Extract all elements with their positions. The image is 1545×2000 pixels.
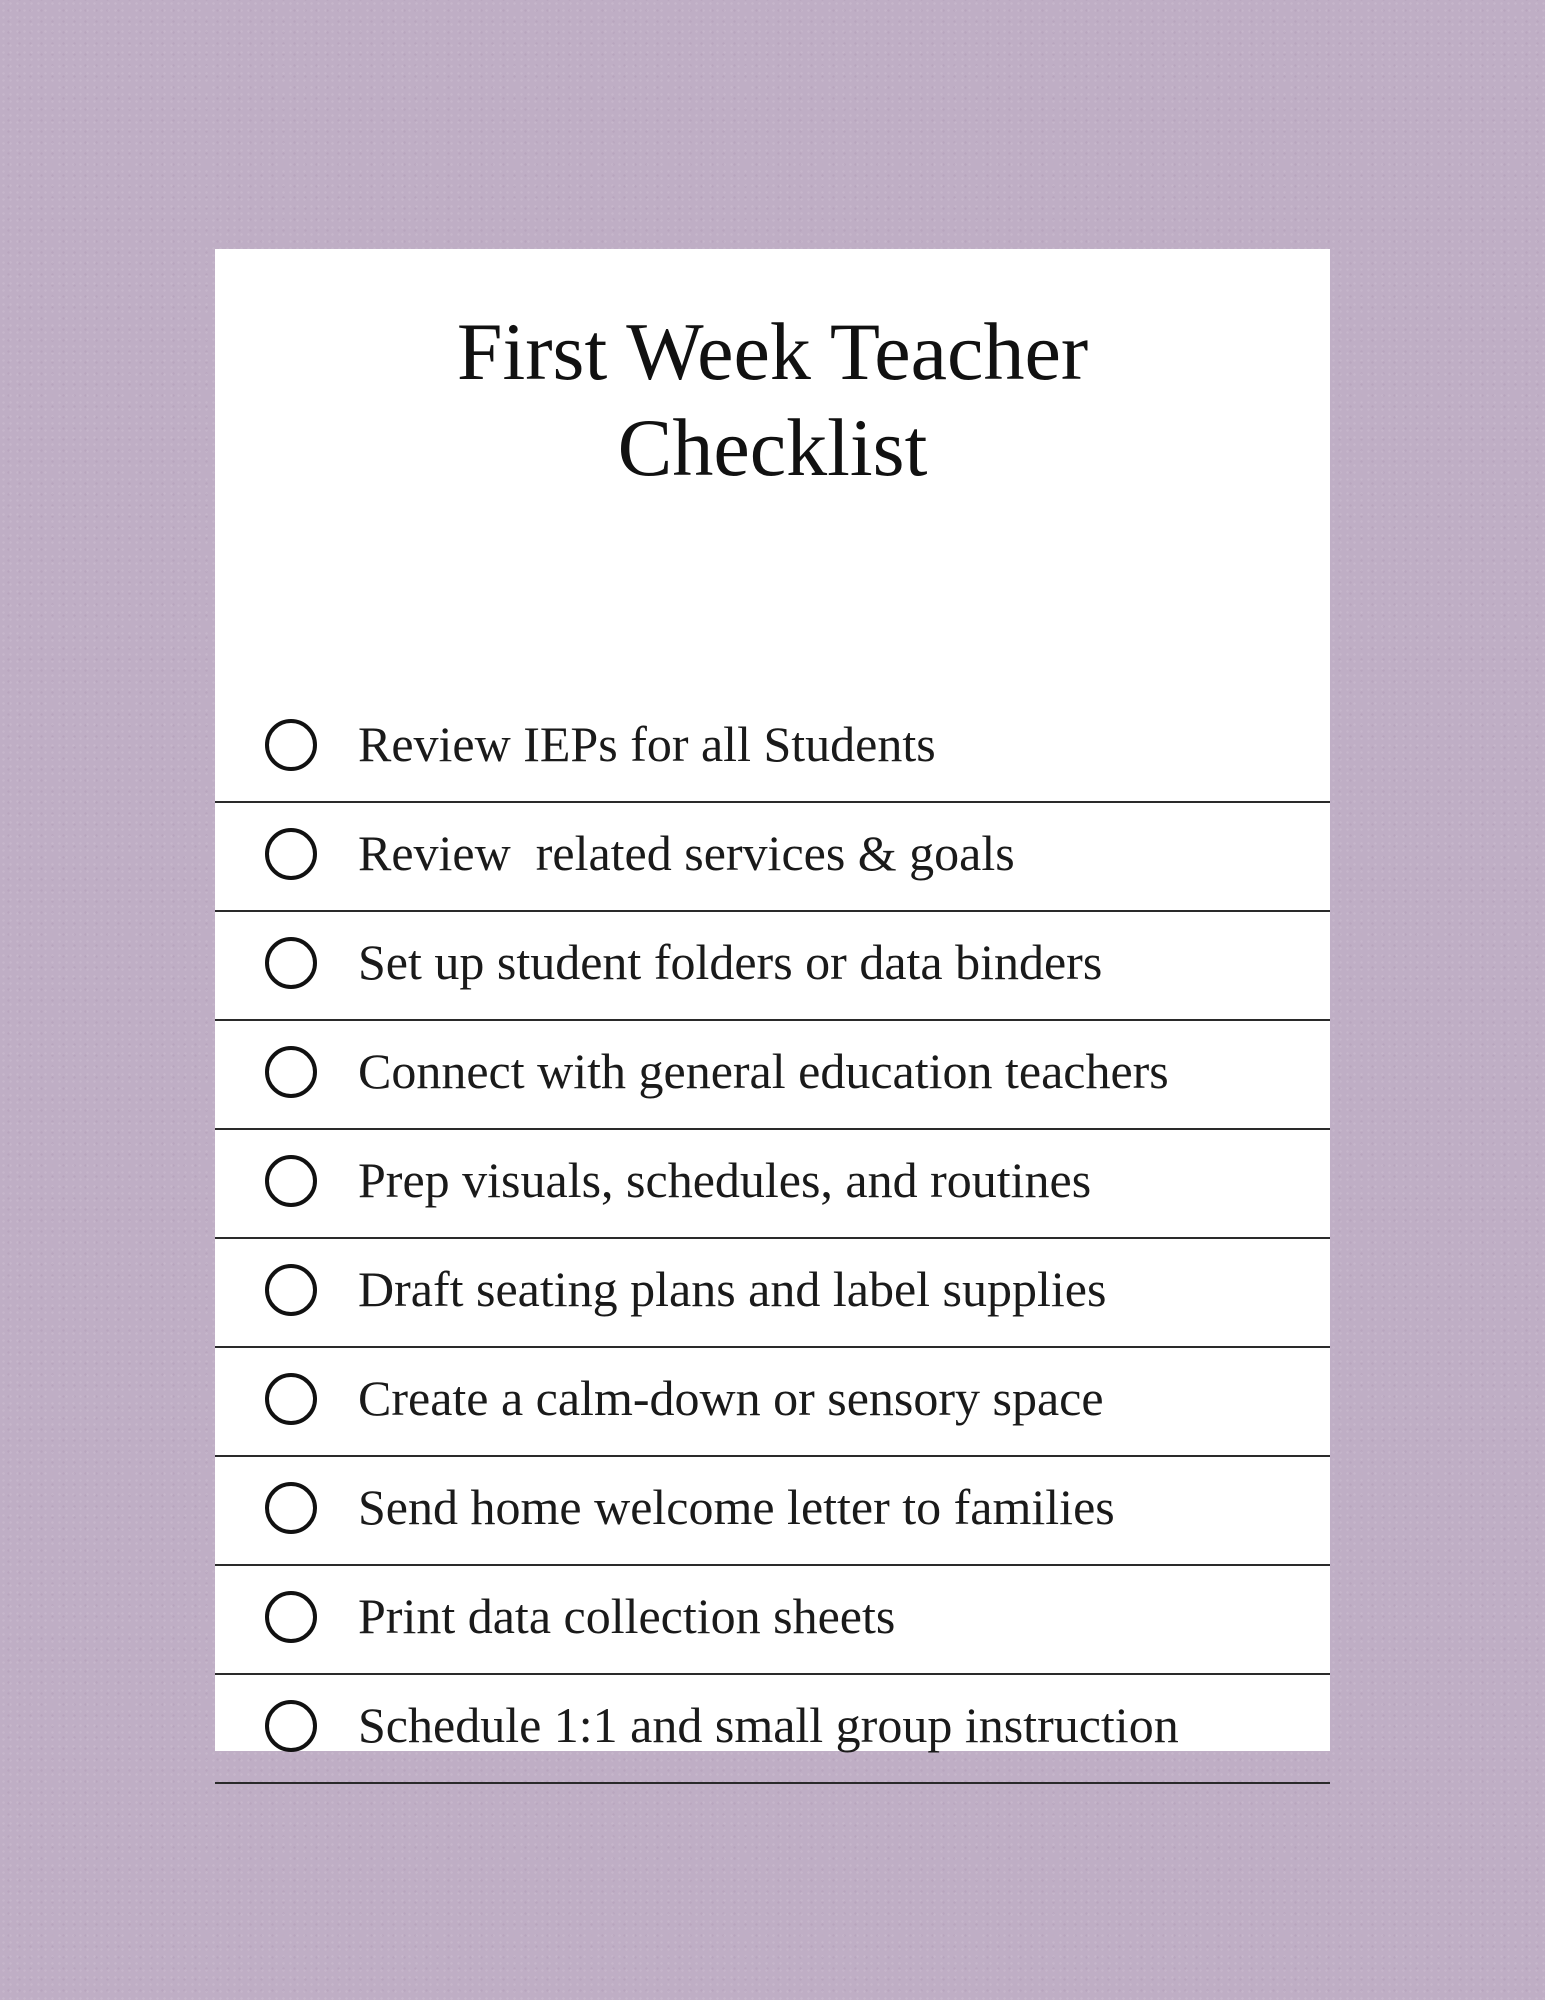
checklist-item[interactable]	[215, 1457, 1330, 1566]
empty-circle-checkbox-icon[interactable]	[265, 1591, 317, 1643]
checklist-item[interactable]	[215, 1675, 1330, 1784]
title-line-2: Checklist	[617, 402, 928, 493]
checklist-item-label: Draft seating plans and label supplies	[358, 1261, 1107, 1317]
empty-circle-checkbox-icon[interactable]	[265, 828, 317, 880]
page-title	[215, 304, 1330, 496]
empty-circle-checkbox-icon[interactable]	[265, 1264, 317, 1316]
empty-circle-checkbox-icon[interactable]	[265, 1482, 317, 1534]
empty-circle-checkbox-icon[interactable]	[265, 719, 317, 771]
checklist-item[interactable]	[215, 803, 1330, 912]
checklist-item[interactable]	[215, 1566, 1330, 1675]
checklist-item-label: Review related services & goals	[358, 825, 1015, 881]
checklist-item[interactable]	[215, 1239, 1330, 1348]
title-line-1: First Week Teacher	[456, 306, 1089, 397]
empty-circle-checkbox-icon[interactable]	[265, 937, 317, 989]
checklist-item-label: Set up student folders or data binders	[358, 934, 1103, 990]
checklist	[215, 716, 1330, 1784]
checklist-item-label: Print data collection sheets	[358, 1588, 896, 1644]
checklist-item-label: Send home welcome letter to families	[358, 1479, 1115, 1535]
checklist-item-label: Prep visuals, schedules, and routines	[358, 1152, 1092, 1208]
checklist-item-label: Review IEPs for all Students	[358, 716, 936, 772]
checklist-item[interactable]	[215, 694, 1330, 803]
empty-circle-checkbox-icon[interactable]	[265, 1155, 317, 1207]
checklist-item[interactable]	[215, 1348, 1330, 1457]
checklist-item[interactable]	[215, 1021, 1330, 1130]
checklist-item-label: Connect with general education teachers	[358, 1043, 1169, 1099]
checklist-item-label: Schedule 1:1 and small group instruction	[358, 1697, 1179, 1753]
checklist-item-label: Create a calm-down or sensory space	[358, 1370, 1104, 1426]
checklist-item[interactable]	[215, 912, 1330, 1021]
empty-circle-checkbox-icon[interactable]	[265, 1373, 317, 1425]
empty-circle-checkbox-icon[interactable]	[265, 1700, 317, 1752]
checklist-item[interactable]	[215, 1130, 1330, 1239]
checklist-card	[215, 249, 1330, 1751]
empty-circle-checkbox-icon[interactable]	[265, 1046, 317, 1098]
